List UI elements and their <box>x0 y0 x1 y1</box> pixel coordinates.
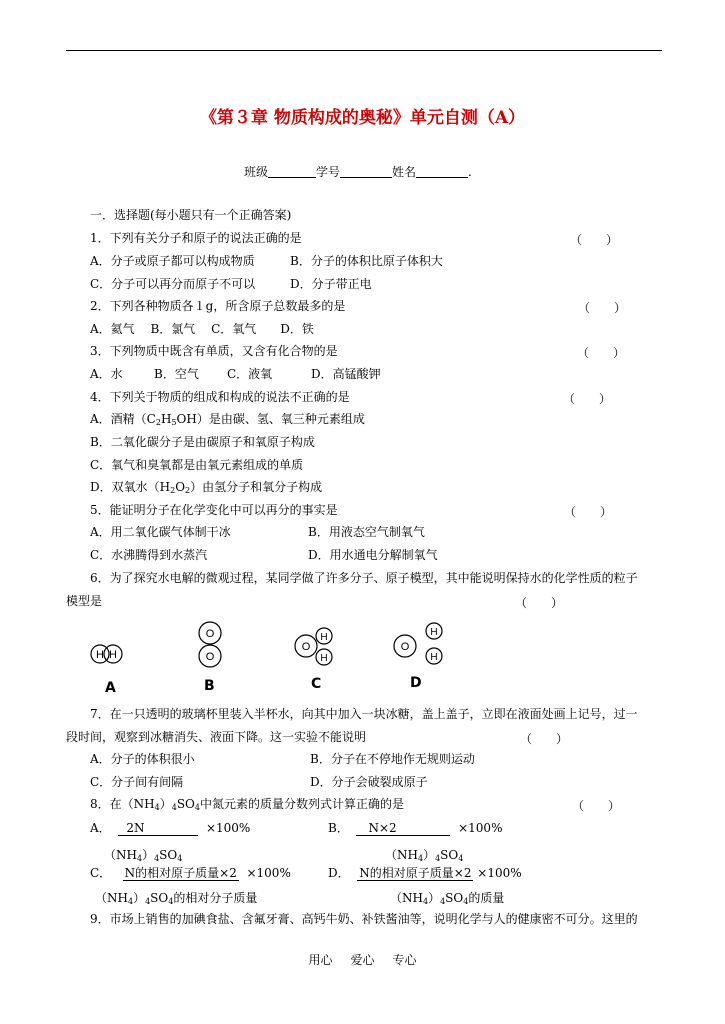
q8-option-b: B． N×2 ×100% <box>328 821 503 835</box>
footer-item: 专心 <box>392 953 417 967</box>
q8-option-c: C． N的相对原子质量×2 ×100% <box>90 866 291 880</box>
student-info <box>244 163 472 180</box>
q4-option-b: B．二氧化碳分子是由碳原子和氧原子构成 <box>90 435 315 449</box>
q7-stem-line1: 7．在一只透明的玻璃杯里装入半杯水，向其中加入一块冰糖，盖上盖子，立即在液面处画上记号，过一 <box>90 707 638 721</box>
q3-option-b: B．空气 <box>154 367 199 381</box>
q8-c-denominator: $(NH_4)_4SO_4$的相对分子质量 <box>95 891 258 906</box>
q8-a-denominator: $(NH_4)_4SO_4$ <box>104 848 183 863</box>
section-heading: 一．选择题(每小题只有一个正确答案) <box>90 208 292 222</box>
q3-stem: 3．下列物质中既含有单质，又含有化合物的是 <box>90 344 338 358</box>
q1-option-b: B．分子的体积比原子体积大 <box>290 254 443 268</box>
q7-option-b: B．分子在不停地作无规则运动 <box>310 752 475 766</box>
q3-option-a: A．水 <box>90 367 123 381</box>
q5-answer-paren[interactable]: （ ） <box>564 505 613 519</box>
q5-option-c: C．水沸腾得到水蒸汽 <box>90 548 208 562</box>
atom-h-label: H <box>430 627 438 638</box>
name-blank[interactable] <box>416 165 468 178</box>
q8-c-numerator: N的相对原子质量×2 <box>124 866 237 880</box>
id-label: 学号 <box>316 165 341 179</box>
q8-stem: 8．在$(NH_4)_4SO_4$中氮元素的质量分数列式计算正确的是 <box>90 797 404 812</box>
q1-stem: 1．下列有关分子和原子的说法正确的是 <box>90 231 302 245</box>
q2-answer-paren[interactable]: （ ） <box>578 301 627 315</box>
molecule-model-a[interactable] <box>88 618 133 678</box>
id-blank[interactable] <box>340 165 392 178</box>
model-label-d: D <box>410 675 422 691</box>
q5-stem: 5．能证明分子在化学变化中可以再分的事实是 <box>90 503 338 517</box>
q5-option-a: A．用二氧化碳气体制干冰 <box>90 525 231 539</box>
atom-h-label: H <box>320 653 328 664</box>
q1-option-a: A．分子或原子都可以构成物质 <box>90 254 255 268</box>
atom-o-label: O <box>301 641 311 653</box>
footer-item: 用心 <box>308 953 333 967</box>
q6-stem-line2: 模型是 <box>66 594 103 608</box>
q4-option-d: D．双氧水$(H_2O_2)$由氢分子和氧分子构成 <box>90 480 323 495</box>
class-blank[interactable] <box>268 165 316 178</box>
q7-option-a: A．分子的体积很小 <box>90 752 195 766</box>
q2-stem: 2．下列各种物质各１g，所含原子总数最多的是 <box>90 299 346 313</box>
atom-h-label: H <box>430 652 438 663</box>
footer-item: 爱心 <box>350 953 375 967</box>
page-title: 《第３章 物质构成的奥秘》单元自测（A） <box>199 108 526 128</box>
q6-answer-paren[interactable]: （ ） <box>515 596 564 610</box>
model-label-a: A <box>105 680 116 696</box>
q4-option-c: C．氧气和臭氧都是由氧元素组成的单质 <box>90 458 304 472</box>
q2-options: A．氦气 B．氯气 C．氧气 D．铁 <box>90 322 314 336</box>
atom-o-label: O <box>400 641 410 653</box>
q8-option-d: D． N的相对原子质量×2 ×100% <box>328 866 522 880</box>
model-label-c: C <box>311 676 322 692</box>
class-label: 班级 <box>244 165 269 179</box>
q7-stem-line2: 段时间，观察到冰糖消失、液面下降。这一实验不能说明 <box>66 730 367 744</box>
q7-answer-paren[interactable]: （ ） <box>520 732 569 746</box>
model-label-b: B <box>204 678 215 694</box>
q6-stem-line1: 6．为了探究水电解的微观过程，某同学做了许多分子、原子模型，其中能说明保持水的化学性质的粒子 <box>90 571 638 585</box>
q3-option-c: C．液氧 <box>227 367 273 381</box>
q4-option-a: A．酒精$(C_2H_5OH)$是由碳、氢、氧三种元素组成 <box>90 412 365 427</box>
molecule-model-c[interactable] <box>290 618 340 678</box>
q8-option-a: A． 2N ×100% <box>90 821 251 835</box>
header-rule <box>66 50 662 51</box>
q8-b-numerator: N×2 <box>356 821 450 836</box>
atom-h-label: H <box>320 632 328 643</box>
q8-b-denominator: $(NH_4)_4SO_4$ <box>385 848 464 863</box>
atom-o-label: O <box>205 628 215 640</box>
q7-option-d: D．分子会破裂成原子 <box>310 775 428 789</box>
molecule-model-b[interactable] <box>196 618 226 678</box>
atom-h-label: H <box>96 649 104 661</box>
q5-option-b: B．用液态空气制氧气 <box>308 525 425 539</box>
q7-option-c: C．分子间有间隔 <box>90 775 184 789</box>
q8-d-denominator: $(NH_4)_4SO_4$的质量 <box>390 891 505 906</box>
atom-h-label: H <box>109 649 117 661</box>
q5-option-d: D．用水通电分解制氧气 <box>308 548 438 562</box>
q1-answer-paren[interactable]: （ ） <box>570 233 619 247</box>
info-end: . <box>468 165 472 179</box>
q1-option-c: C．分子可以再分而原子不可以 <box>90 277 256 291</box>
q8-a-numerator: 2N <box>118 821 198 836</box>
atom-o-label: O <box>205 651 215 663</box>
page-footer <box>0 951 725 968</box>
name-label: 姓名 <box>392 165 417 179</box>
q4-stem: 4．下列关于物质的组成和构成的说法不正确的是 <box>90 390 350 404</box>
q8-answer-paren[interactable]: （ ） <box>572 799 621 813</box>
q3-option-d: D．高锰酸钾 <box>311 367 381 381</box>
q9-stem: 9．市场上销售的加碘食盐、含氟牙膏、高钙牛奶、补铁酱油等，说明化学与人的健康密不可分。这里的 <box>90 912 638 926</box>
q3-answer-paren[interactable]: （ ） <box>577 346 626 360</box>
molecule-model-d[interactable] <box>392 618 452 678</box>
q4-answer-paren[interactable]: （ ） <box>563 392 612 406</box>
q1-option-d: D．分子带正电 <box>290 277 372 291</box>
q8-d-numerator: N的相对原子质量×2 <box>359 866 472 880</box>
